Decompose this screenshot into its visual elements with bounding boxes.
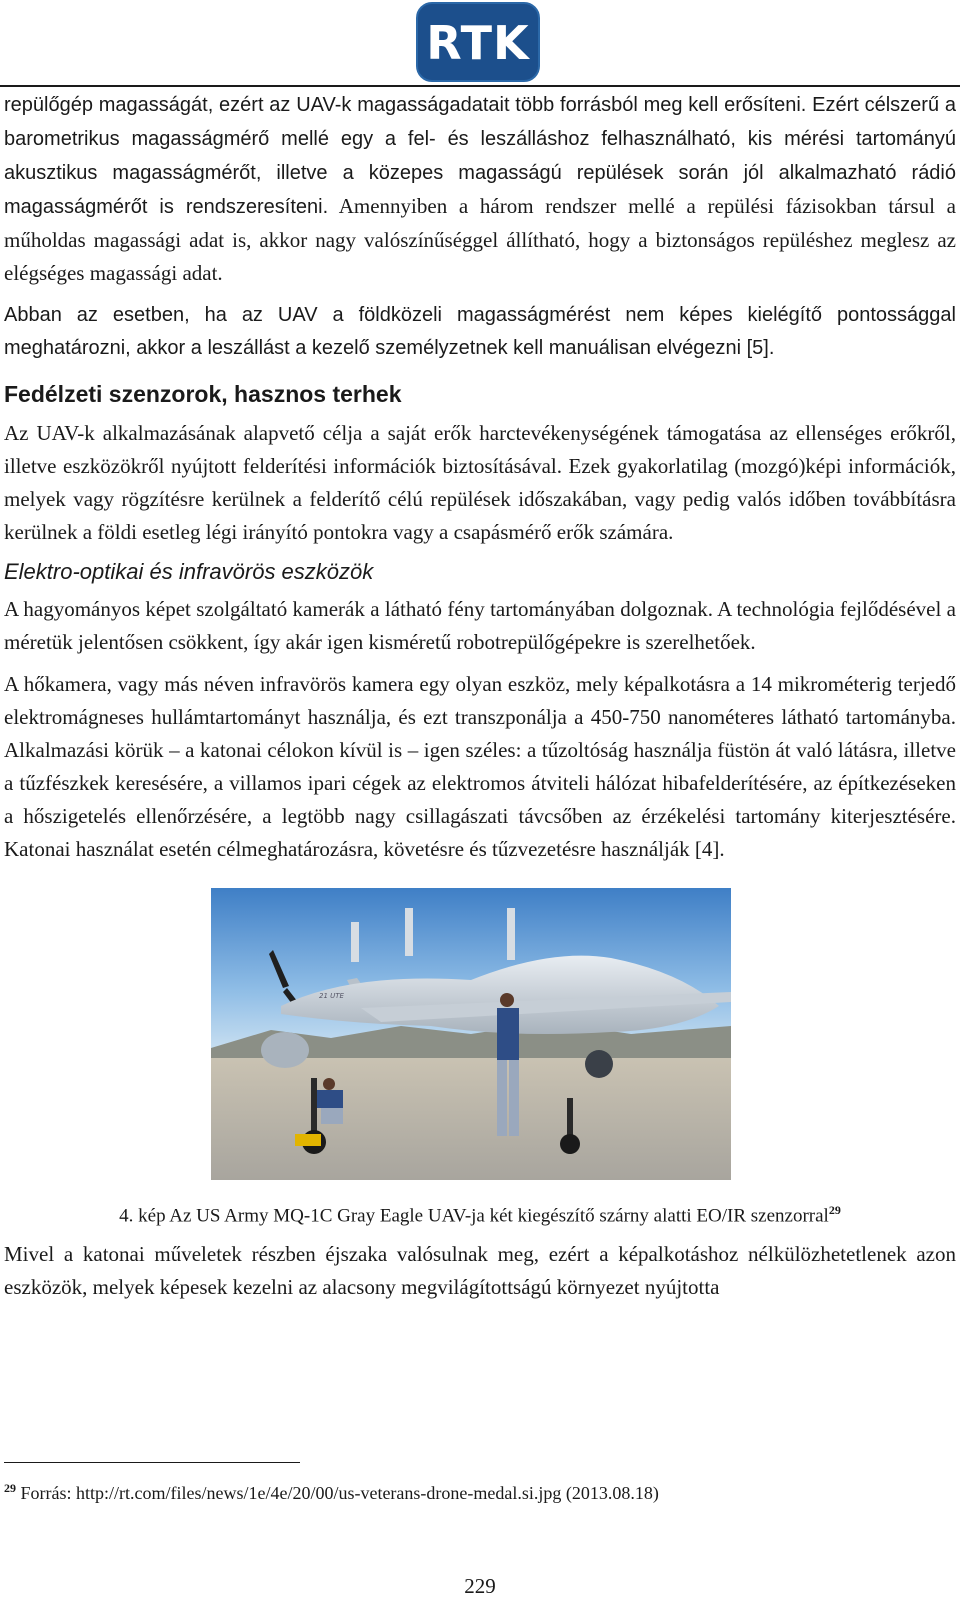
paragraph-thermal: A hőkamera, vagy más néven infravörös kamera egy olyan eszköz, mely képalkotásra a 14 mikrométerig terjedő elektromágneses hullámtartományt használja, és ezt transzponálja a 450-750 nanométeres látható tartományba. Alkalmazási körük – a katonai célokon kívül is – igen széles: a tűzoltóság használja füstön át való látásra, illetve a tűzfészkek keresésére, a villamos ipari cégek az elektromos átviteli hálózat hibafelderítésére, az építkezéseken a hőszigetelés ellenőrzésére, a legtöbb nagy csillagászati távcsőben az érzékelési tartomány kiterjesztésére. Katonai használat esetén célmeghatározásra, követésre és tűzvezetésre használják [4].	[4, 672, 956, 861]
paragraph-altitude-serif: Amennyiben a három rendszer mellé a repülési fázisokban társul a műholdas magassági adat is, akkor nagy valószínűséggel állítható, hogy a biztonságos repüléshez meglesz az elégséges magassági adat.	[4, 194, 957, 285]
landing-gear-front	[567, 1098, 573, 1138]
rtk-logo	[416, 2, 540, 82]
landing-gear-main	[311, 1078, 317, 1134]
uav-photo	[211, 888, 731, 1180]
uav-tail-number: 21 UTE	[319, 992, 344, 1000]
wheel-chock	[295, 1134, 321, 1146]
uav-antenna-1	[351, 922, 359, 962]
tarmac	[211, 1058, 731, 1180]
sensor-ball	[585, 1050, 613, 1078]
caption-text: 4. kép Az US Army MQ-1C Gray Eagle UAV-ja két kiegészítő szárny alatti EO/IR szenzorral	[119, 1205, 829, 1227]
paragraph-altitude	[4, 88, 956, 290]
sensor-pod-left	[261, 1032, 309, 1068]
paragraph-cameras: A hagyományos képet szolgáltató kamerák a látható fény tartományában dolgoznak. A technológia fejlődésével a méretük jelentősen csökkent, így akár igen kisméretű robotrepülőgépekre is szerelhetőek.	[4, 597, 956, 654]
page-number: 229	[464, 1574, 496, 1598]
caption-footnote-ref: 29	[828, 1203, 841, 1217]
subsection-heading: Elektro-optikai és infravörös eszközök	[4, 559, 374, 584]
page-header	[0, 0, 960, 86]
paragraph-altitude-sans: repülőgép magasságát, ezért az UAV-k magasságadatait több forrásból meg kell erősíteni. Ezért célszerű a barometrikus magasságmérő mellé egy a fel- és leszálláshoz felhasználható, kis mérési tartományú akusztikus magasságmérőt, illetve a közepes magasságú repülések során jól alkalmazható rádió magasságmérőt is rendszeresíteni.	[4, 94, 956, 218]
figure-caption	[4, 1198, 956, 1228]
uav-antenna-2	[405, 908, 413, 956]
footnote	[4, 1477, 659, 1504]
paragraph-landing: Abban az esetben, ha az UAV a földközeli magasságmérést nem képes kielégítő pontossággal meghatározni, akkor a leszállást a kezelő személyzetnek kell manuálisan elvégezni [5].	[4, 304, 956, 359]
footnote-text: Forrás: http://rt.com/files/news/1e/4e/20/00/us-veterans-drone-medal.si.jpg (2013.08.18)	[16, 1483, 659, 1503]
header-rule	[0, 85, 960, 87]
uav-antenna-3	[507, 908, 515, 960]
paragraph-purpose: Az UAV-k alkalmazásának alapvető célja a saját erők harctevékenységének támogatása az ellenséges erőkről, illetve eszközökről nyújtott felderítési információk biztosításával. Ezek gyakorlatilag (mozgó)képi információk, melyek vagy rögzítésre kerülnek a felderítő célú repülések időszakában, vagy pedig valós időben továbbításra kerülnek a földi esetleg légi irányító pontokra vagy a csapásmérő erők számára.	[4, 421, 956, 544]
footnote-rule	[4, 1462, 300, 1463]
wheel-front	[560, 1134, 580, 1154]
uav-photo-svg	[211, 888, 731, 1180]
page-content	[4, 88, 956, 1304]
footnote-number: 29	[4, 1481, 16, 1495]
section-heading: Fedélzeti szenzorok, hasznos terhek	[4, 381, 402, 407]
paragraph-night: Mivel a katonai műveletek részben éjszaka valósulnak meg, ezért a képalkotáshoz nélkülözhetetlenek azon eszközök, melyek képesek kezelni az alacsony megvilágítottságú környezet nyújtotta	[4, 1242, 956, 1300]
logo-text: RTK	[426, 16, 530, 70]
